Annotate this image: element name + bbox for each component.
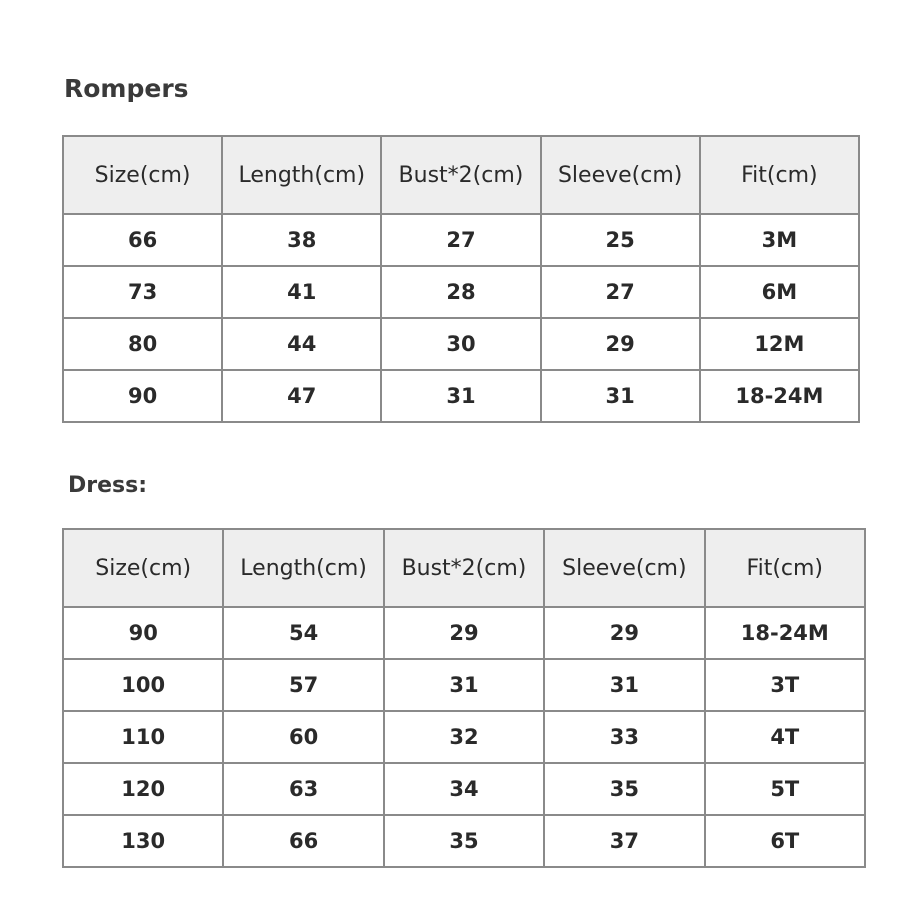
table-cell-length: 44 bbox=[222, 318, 381, 370]
table-row bbox=[63, 711, 865, 763]
table-cell-bust: 30 bbox=[381, 318, 540, 370]
table-cell-size: 130 bbox=[63, 815, 223, 867]
table-cell-fit: 3T bbox=[705, 659, 865, 711]
table-row bbox=[63, 214, 859, 266]
table-cell-sleeve: 25 bbox=[541, 214, 700, 266]
column-header-sleeve: Sleeve(cm) bbox=[544, 529, 704, 607]
table-cell-bust: 29 bbox=[384, 607, 544, 659]
column-header-length: Length(cm) bbox=[223, 529, 383, 607]
table-cell-sleeve: 37 bbox=[544, 815, 704, 867]
table-cell-size: 100 bbox=[63, 659, 223, 711]
table-cell-length: 60 bbox=[223, 711, 383, 763]
rompers-title: Rompers bbox=[64, 74, 189, 103]
table-cell-size: 90 bbox=[63, 370, 222, 422]
table-cell-length: 63 bbox=[223, 763, 383, 815]
table-cell-length: 66 bbox=[223, 815, 383, 867]
table-cell-sleeve: 29 bbox=[544, 607, 704, 659]
table-cell-sleeve: 31 bbox=[544, 659, 704, 711]
column-header-fit: Fit(cm) bbox=[705, 529, 865, 607]
table-header-row bbox=[63, 136, 859, 214]
table-cell-sleeve: 27 bbox=[541, 266, 700, 318]
table-cell-length: 47 bbox=[222, 370, 381, 422]
column-header-size: Size(cm) bbox=[63, 136, 222, 214]
table-cell-bust: 27 bbox=[381, 214, 540, 266]
table-cell-size: 110 bbox=[63, 711, 223, 763]
table-cell-fit: 5T bbox=[705, 763, 865, 815]
table-row bbox=[63, 815, 865, 867]
table-cell-bust: 28 bbox=[381, 266, 540, 318]
table-cell-fit: 18-24M bbox=[700, 370, 859, 422]
table-cell-fit: 6M bbox=[700, 266, 859, 318]
table-cell-bust: 31 bbox=[384, 659, 544, 711]
rompers-size-table bbox=[62, 135, 860, 423]
table-cell-size: 90 bbox=[63, 607, 223, 659]
table-cell-bust: 31 bbox=[381, 370, 540, 422]
table-cell-bust: 35 bbox=[384, 815, 544, 867]
dress-title: Dress: bbox=[68, 473, 148, 498]
table-row bbox=[63, 370, 859, 422]
column-header-bust: Bust*2(cm) bbox=[384, 529, 544, 607]
table-row bbox=[63, 266, 859, 318]
table-cell-fit: 6T bbox=[705, 815, 865, 867]
table-cell-sleeve: 33 bbox=[544, 711, 704, 763]
table-row bbox=[63, 318, 859, 370]
table-cell-sleeve: 29 bbox=[541, 318, 700, 370]
column-header-size: Size(cm) bbox=[63, 529, 223, 607]
table-cell-sleeve: 35 bbox=[544, 763, 704, 815]
dress-size-table bbox=[62, 528, 866, 868]
table-cell-sleeve: 31 bbox=[541, 370, 700, 422]
column-header-length: Length(cm) bbox=[222, 136, 381, 214]
column-header-fit: Fit(cm) bbox=[700, 136, 859, 214]
table-header-row bbox=[63, 529, 865, 607]
table-row bbox=[63, 763, 865, 815]
table-cell-fit: 12M bbox=[700, 318, 859, 370]
table-cell-size: 66 bbox=[63, 214, 222, 266]
table-cell-size: 80 bbox=[63, 318, 222, 370]
table-cell-length: 57 bbox=[223, 659, 383, 711]
table-cell-length: 54 bbox=[223, 607, 383, 659]
table-cell-bust: 32 bbox=[384, 711, 544, 763]
table-cell-size: 73 bbox=[63, 266, 222, 318]
table-cell-size: 120 bbox=[63, 763, 223, 815]
table-row bbox=[63, 607, 865, 659]
table-cell-fit: 18-24M bbox=[705, 607, 865, 659]
table-cell-fit: 4T bbox=[705, 711, 865, 763]
table-cell-fit: 3M bbox=[700, 214, 859, 266]
table-cell-length: 38 bbox=[222, 214, 381, 266]
column-header-bust: Bust*2(cm) bbox=[381, 136, 540, 214]
table-row bbox=[63, 659, 865, 711]
column-header-sleeve: Sleeve(cm) bbox=[541, 136, 700, 214]
table-cell-bust: 34 bbox=[384, 763, 544, 815]
table-cell-length: 41 bbox=[222, 266, 381, 318]
